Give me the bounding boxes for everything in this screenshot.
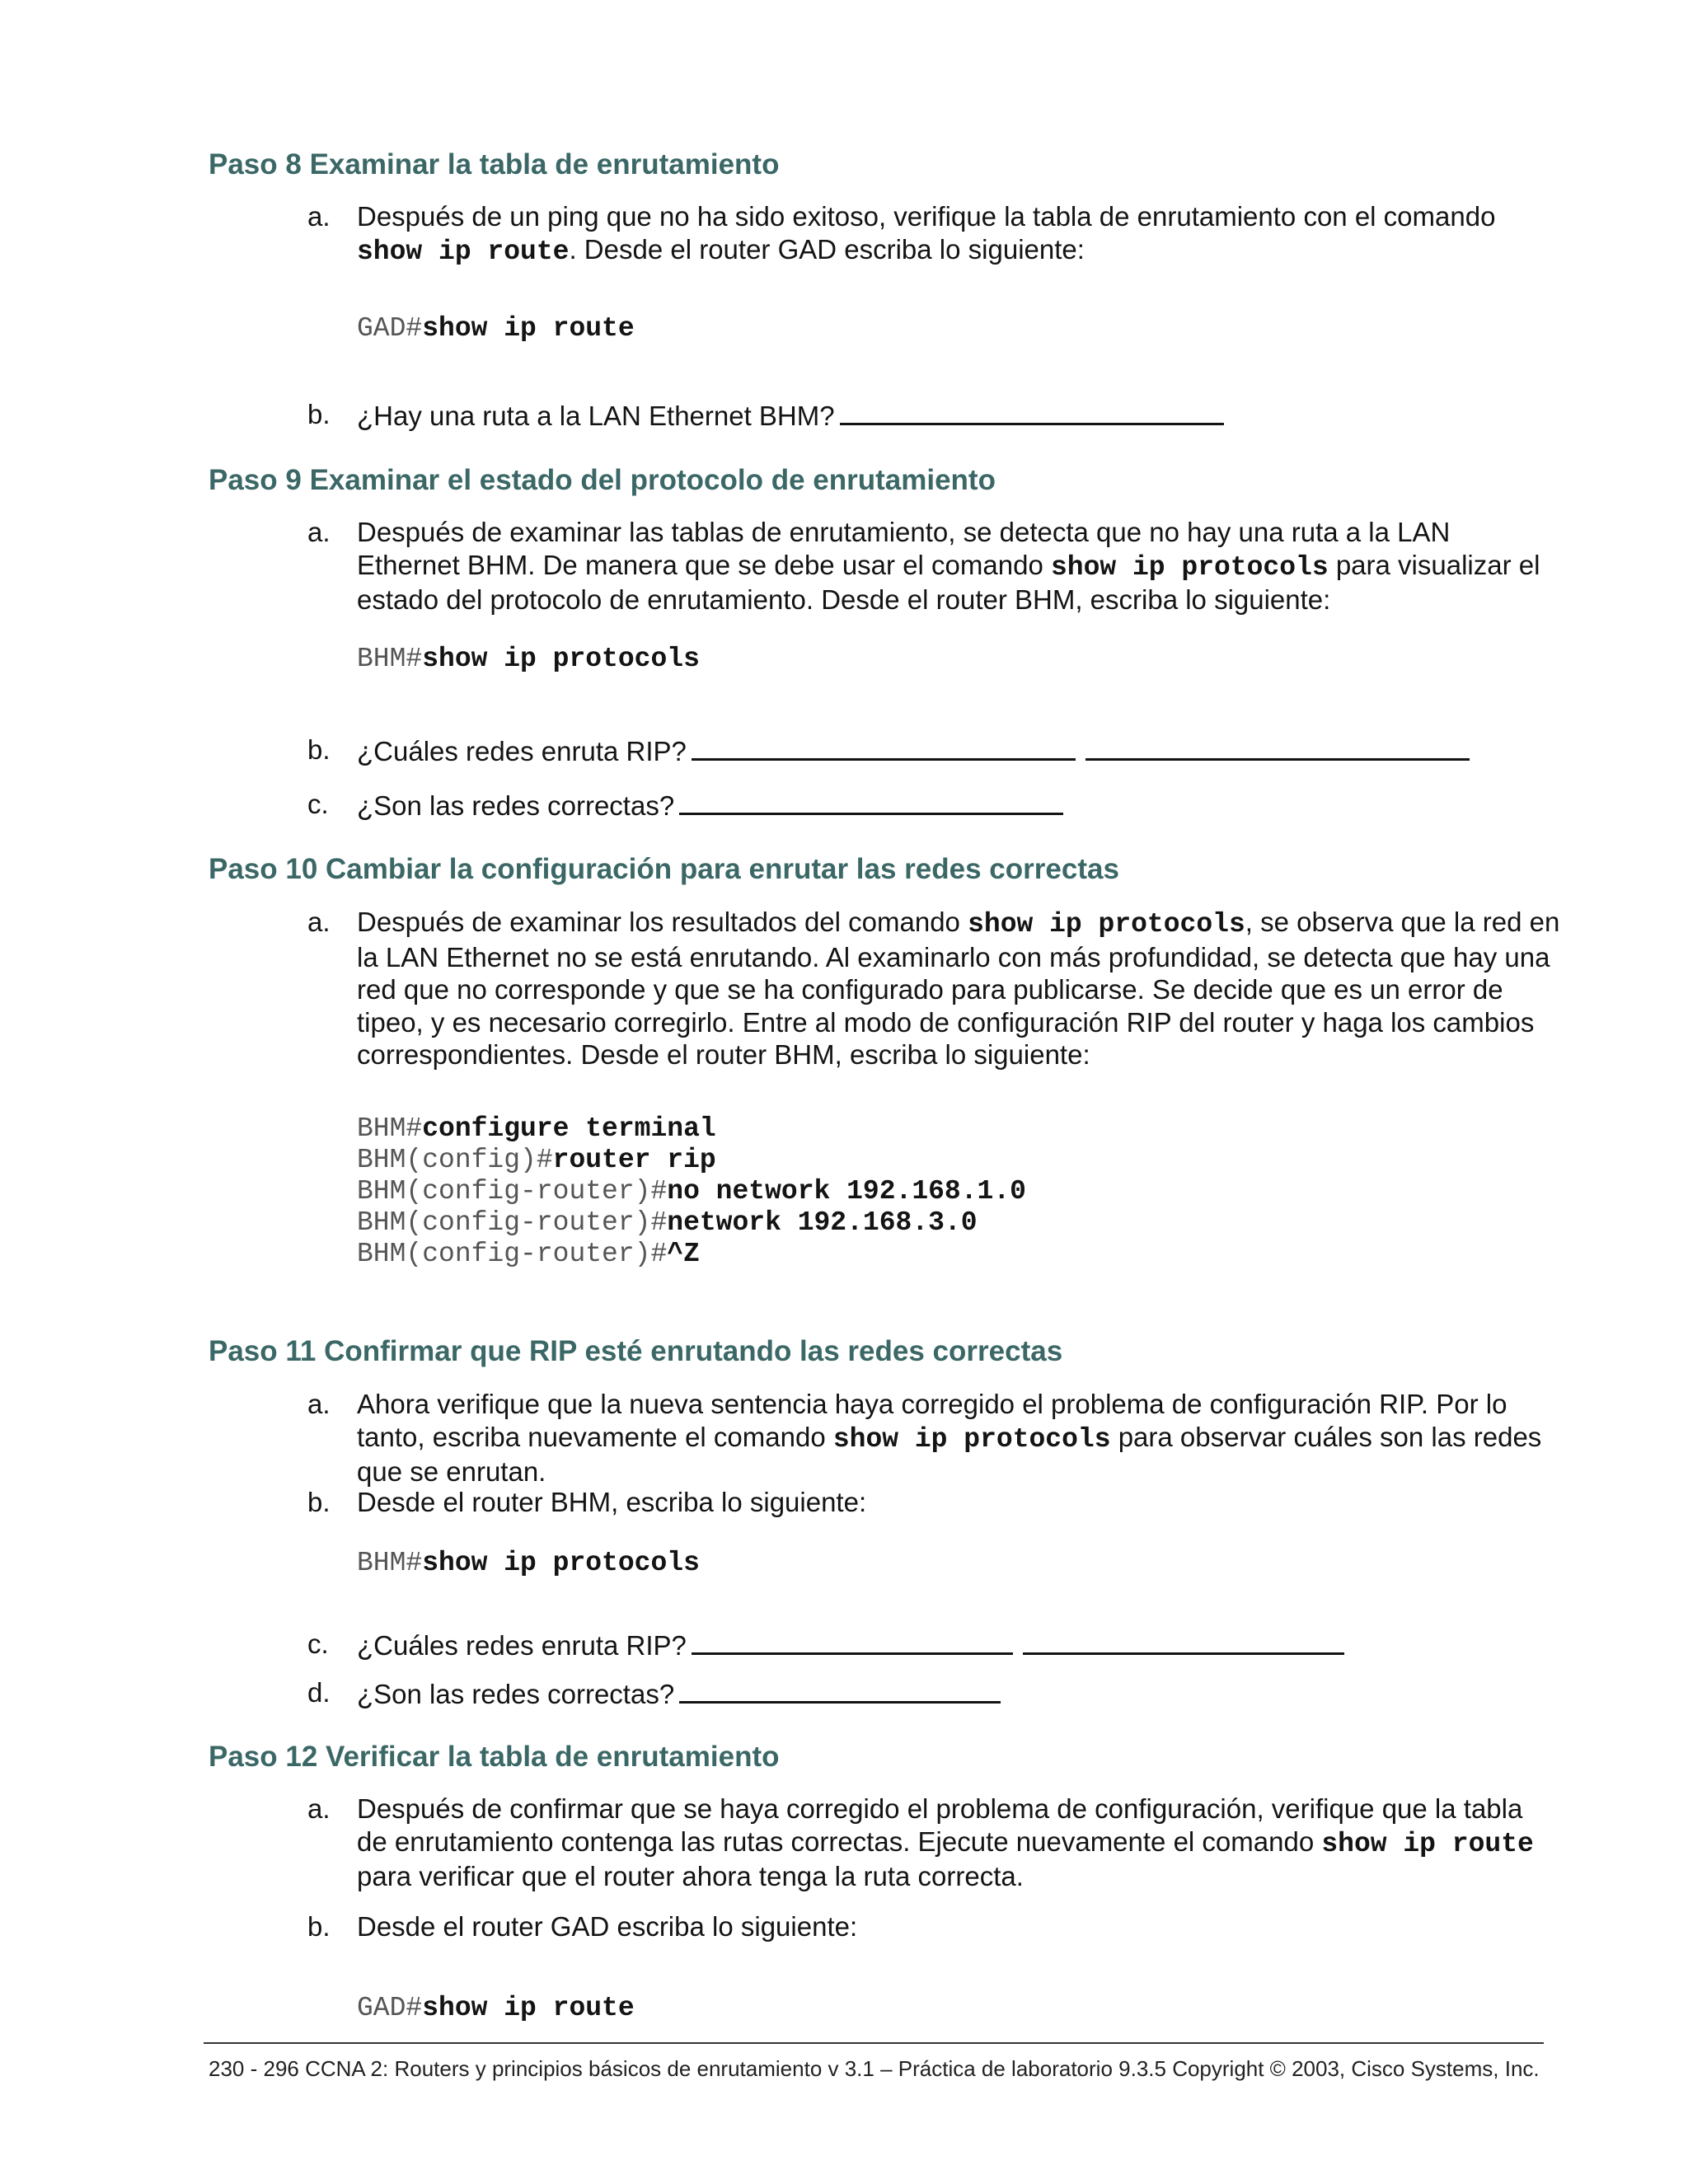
item-label: a. (307, 1793, 331, 1824)
inline-command: show ip protocols (968, 909, 1245, 940)
answer-blank[interactable] (679, 788, 1063, 815)
item-label: d. (307, 1677, 331, 1708)
step-9-item-b (307, 733, 1560, 768)
step-12-item-b (307, 1910, 1560, 1943)
step-10-title: Paso 10 Cambiar la configuración para enrutar las redes correctas (209, 853, 1119, 885)
step-10-item-a (307, 906, 1560, 1071)
code-command: show ip route (422, 313, 635, 344)
item-label: b. (307, 399, 331, 429)
code-command: show ip protocols (422, 644, 700, 674)
step-12-code-block (357, 1993, 635, 2024)
code-prompt: BHM# (357, 644, 423, 674)
step-11-item-d (307, 1676, 1560, 1711)
item-label: b. (307, 1911, 331, 1942)
item-label: a. (307, 517, 331, 547)
code-prompt: GAD# (357, 313, 423, 344)
item-text: Desde el router BHM, escriba lo siguiente: (357, 1487, 867, 1517)
code-prompt: BHM# (357, 1548, 423, 1578)
step-12-title: Paso 12 Verificar la tabla de enrutamiento (209, 1741, 780, 1773)
footer-divider (204, 2042, 1544, 2044)
code-line: BHM(config-router)#network 192.168.3.0 (357, 1207, 978, 1238)
item-label: a. (307, 201, 331, 232)
step-9-title: Paso 9 Examinar el estado del protocolo de enrutamiento (209, 464, 996, 496)
item-text: ¿Son las redes correctas? (357, 788, 1560, 823)
item-label: c. (307, 789, 329, 819)
step-11-code-block (357, 1548, 700, 1579)
item-text: ¿Son las redes correctas? (357, 1676, 1560, 1711)
code-command: show ip protocols (422, 1548, 700, 1578)
step-8-title: Paso 8 Examinar la tabla de enrutamiento (209, 148, 780, 180)
code-line: BHM#configure terminal (357, 1113, 716, 1144)
code-prompt: GAD# (357, 1993, 423, 2023)
step-9-item-a (307, 516, 1560, 616)
inline-command: show ip route (1321, 1828, 1534, 1859)
item-text: ¿Hay una ruta a la LAN Ethernet BHM? (357, 398, 1560, 433)
inline-command: show ip route (357, 236, 570, 267)
item-label: c. (307, 1629, 329, 1659)
answer-blank[interactable] (840, 398, 1224, 425)
step-9-code-block (357, 644, 700, 675)
step-8-item-a (307, 200, 1560, 268)
inline-command: show ip protocols (1050, 551, 1329, 583)
step-9-item-c (307, 788, 1560, 823)
step-12-item-a (307, 1793, 1560, 1893)
item-text: Después de examinar los resultados del comando show ip protocols, se observa que la red en la LAN Ethernet no se está enrutando. Al examinarlo con más profundidad, se detecta que hay una red que no corresponde y que se ha configurado para publicarse. Se decide que es un error de tipeo, y es necesario corregirlo. Entre al modo de configuración RIP del router y haga los cambios correspondientes. Desde el router BHM, escriba lo siguiente: (357, 907, 1560, 1070)
step-11-item-c (307, 1628, 1560, 1662)
item-text: ¿Cuáles redes enruta RIP? (357, 1628, 1560, 1662)
item-label: a. (307, 1389, 331, 1419)
step-8-code-block (357, 313, 635, 344)
item-text: Después de examinar las tablas de enrutamiento, se detecta que no hay una ruta a la LAN Ethernet BHM. De manera que se debe usar el comando show ip protocols para visualizar el estado del protocolo de enrutamiento. Desde el router BHM, escriba lo siguiente: (357, 517, 1540, 615)
code-command: show ip route (422, 1993, 635, 2023)
step-10-code-block (357, 1113, 1026, 1270)
answer-blank[interactable] (692, 1628, 1013, 1655)
answer-blank[interactable] (679, 1676, 1001, 1704)
item-label: b. (307, 1487, 331, 1517)
inline-command: show ip protocols (832, 1423, 1111, 1455)
step-11-title: Paso 11 Confirmar que RIP esté enrutando las redes correctas (209, 1335, 1063, 1367)
answer-blank[interactable] (1085, 733, 1470, 761)
step-11-item-a (307, 1388, 1560, 1488)
item-text: Después de un ping que no ha sido exitoso, verifique la tabla de enrutamiento con el comando show ip route. Desde el router GAD escriba lo siguiente: (357, 201, 1496, 267)
code-line: BHM(config)#router rip (357, 1145, 716, 1175)
code-line: BHM(config-router)#^Z (357, 1239, 700, 1269)
item-text: ¿Cuáles redes enruta RIP? (357, 733, 1560, 768)
item-label: b. (307, 734, 331, 765)
code-line: BHM(config-router)#no network 192.168.1.0 (357, 1176, 1026, 1207)
step-8-item-b (307, 398, 1560, 433)
item-text: Ahora verifique que la nueva sentencia haya corregido el problema de configuración RIP. Por lo tanto, escriba nuevamente el comando show ip protocols para observar cuáles son las redes que se enrutan. (357, 1389, 1542, 1487)
item-label: a. (307, 907, 331, 937)
answer-blank[interactable] (692, 733, 1076, 761)
item-text: Después de confirmar que se haya corregido el problema de configuración, verifique que la tabla de enrutamiento contenga las rutas correctas. Ejecute nuevamente el comando show ip route para verificar que el router ahora tenga la ruta correcta. (357, 1793, 1534, 1891)
item-text: Desde el router GAD escriba lo siguiente: (357, 1911, 858, 1942)
step-11-item-b (307, 1486, 1560, 1519)
page-footer: 230 - 296 CCNA 2: Routers y principios básicos de enrutamiento v 3.1 – Práctica de laboratorio 9.3.5 Copyright © 2003, Cisco Systems, Inc. (209, 2056, 1540, 2081)
answer-blank[interactable] (1023, 1628, 1344, 1655)
